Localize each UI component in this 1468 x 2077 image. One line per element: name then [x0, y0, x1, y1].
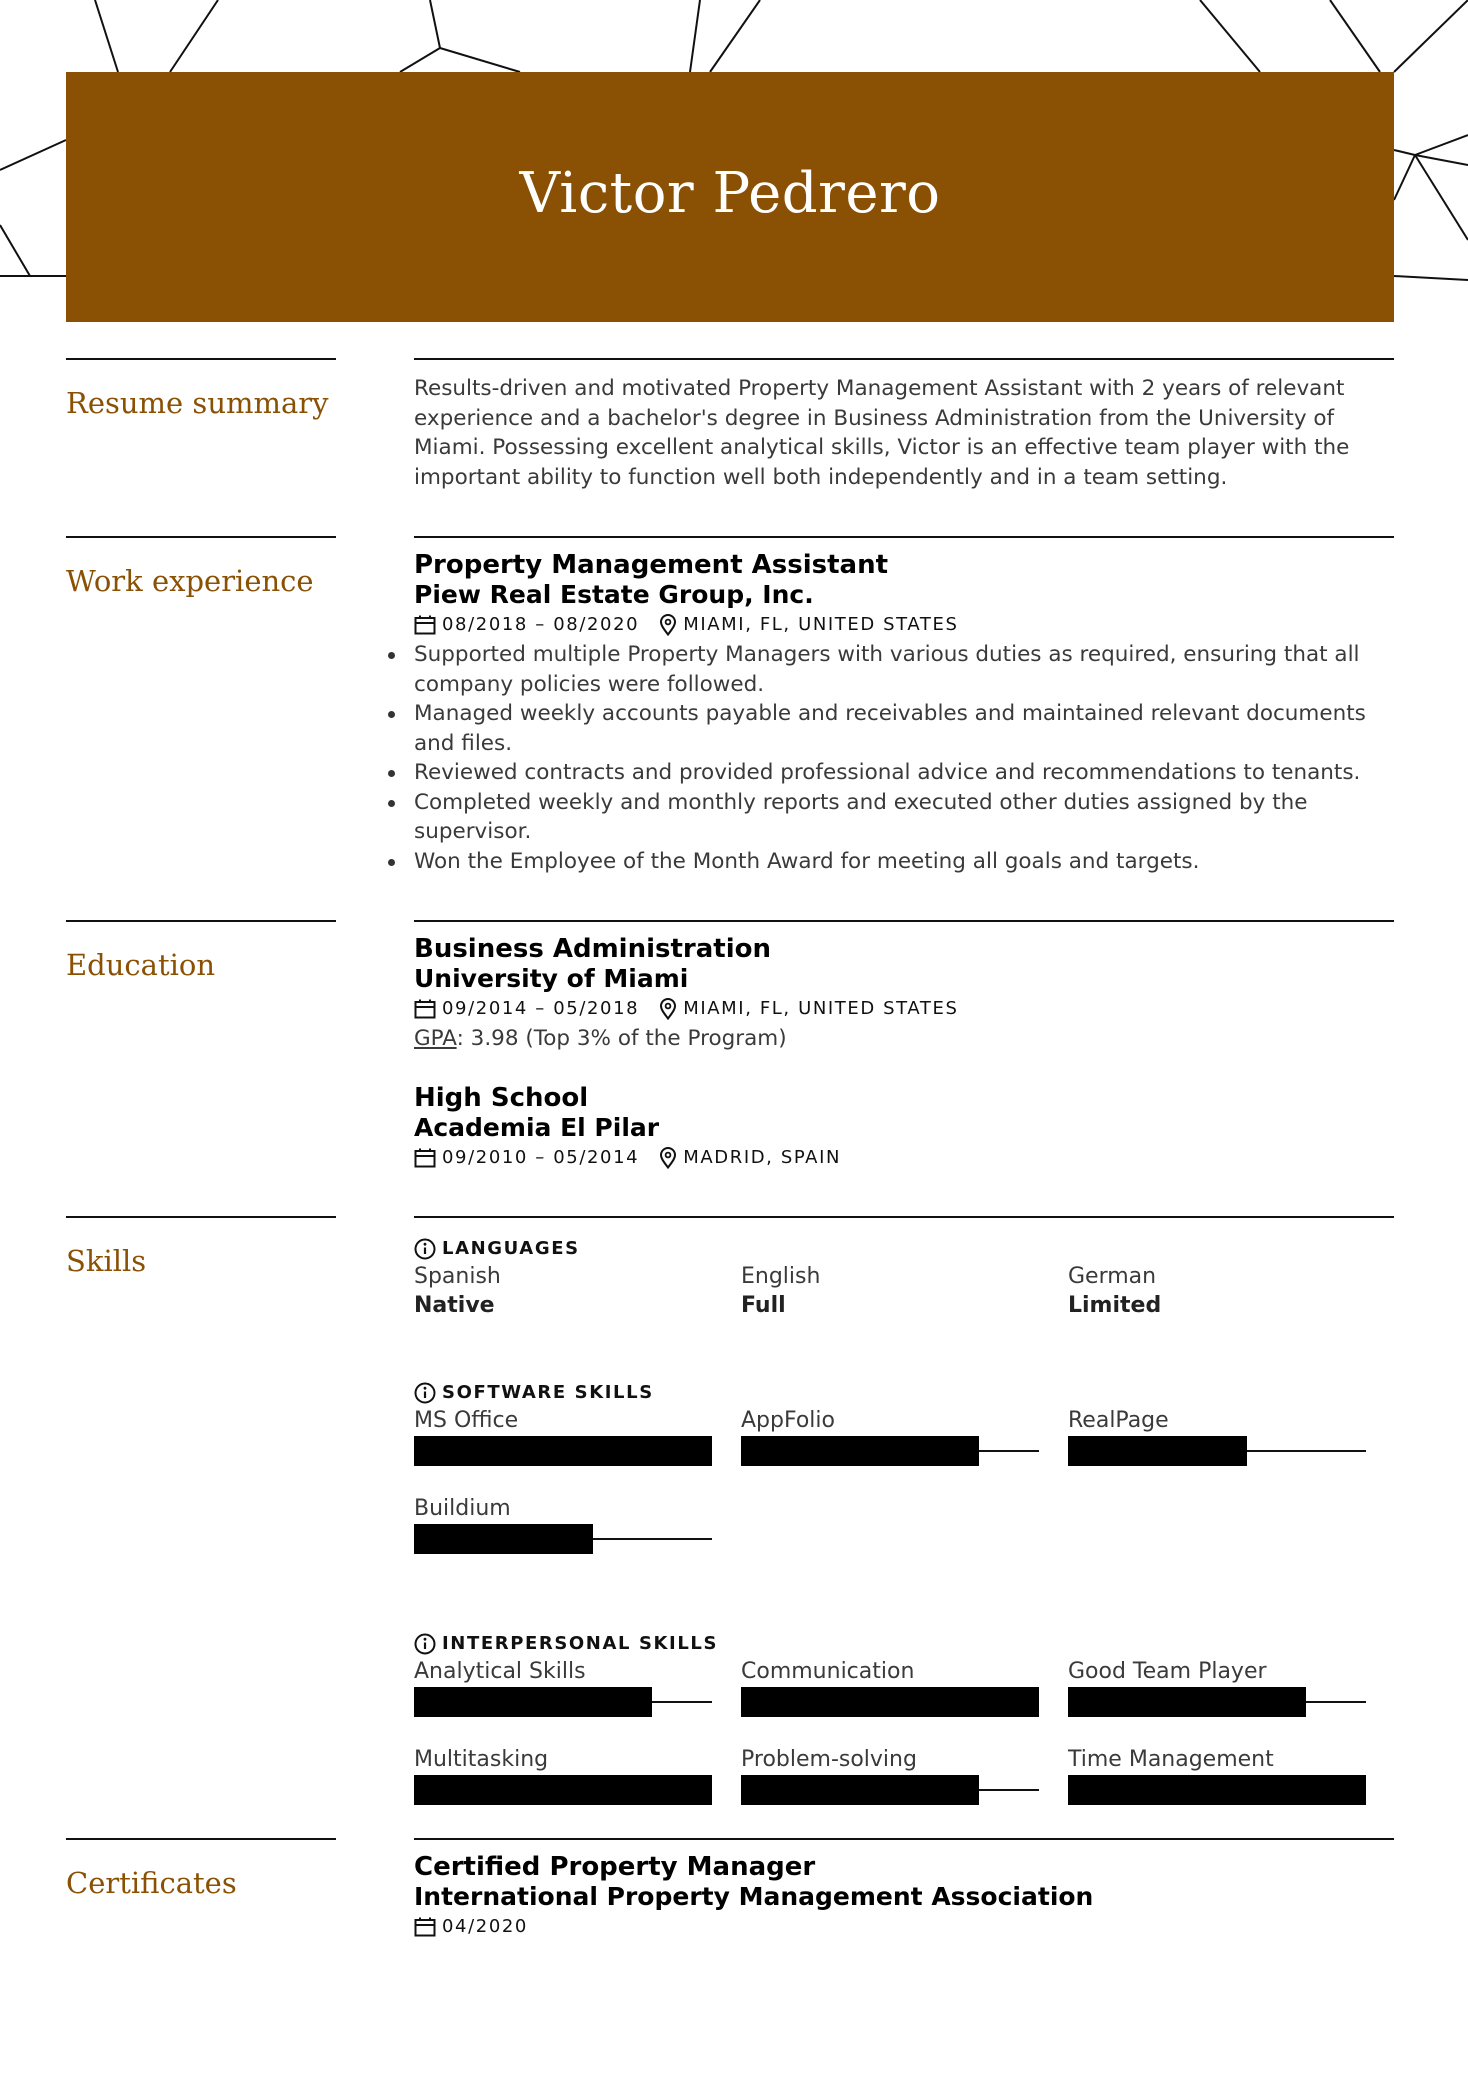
- language-item: [414, 1262, 741, 1320]
- languages-list: [414, 1262, 1394, 1320]
- skill-item: [741, 1657, 1068, 1745]
- skill-level-fill: [741, 1775, 979, 1805]
- section-divider: [66, 1838, 336, 1840]
- section-title: Certificates: [66, 1866, 237, 1900]
- location-pin-icon: [659, 614, 677, 636]
- language-name: Spanish: [414, 1264, 501, 1289]
- language-name: English: [741, 1264, 821, 1289]
- candidate-name: Victor Pedrero: [519, 160, 941, 226]
- skill-group-title: [414, 1236, 1394, 1262]
- section-title: Work experience: [66, 564, 314, 598]
- certificate-issuer: International Property Management Association: [414, 1882, 1094, 1911]
- degree-title: High School: [414, 1083, 589, 1113]
- skill-item: [414, 1494, 741, 1582]
- certificate-meta: [414, 1912, 1394, 1942]
- gpa-label: GPA: [414, 1026, 457, 1051]
- section-divider: [414, 1838, 1394, 1840]
- language-item: [741, 1262, 1068, 1320]
- section-divider: [66, 536, 336, 538]
- skill-level-fill: [1068, 1436, 1247, 1466]
- work-dates: 08/2018 – 08/2020: [442, 614, 640, 635]
- skill-item: [1068, 1406, 1394, 1494]
- skill-name: Communication: [741, 1659, 915, 1684]
- skill-name: Problem-solving: [741, 1747, 917, 1772]
- certificate-name: Certified Property Manager: [414, 1852, 816, 1882]
- work-bullets: [414, 640, 1394, 876]
- header-banner: [66, 72, 1394, 322]
- skill-item: [1068, 1745, 1394, 1833]
- location-pin-icon: [659, 998, 677, 1020]
- info-icon: [414, 1633, 436, 1655]
- section-divider: [414, 1216, 1394, 1218]
- skill-level-bar: [741, 1436, 1039, 1466]
- language-level: Full: [741, 1293, 786, 1318]
- certificate-date: 04/2020: [442, 1916, 528, 1937]
- section-title: Skills: [66, 1244, 147, 1278]
- skill-name: Buildium: [414, 1496, 511, 1521]
- section-divider: [66, 1216, 336, 1218]
- skill-level-bar: [1068, 1687, 1366, 1717]
- education-entry: [414, 1083, 1394, 1173]
- education-location: MIAMI, FL, UNITED STATES: [683, 998, 959, 1019]
- degree-title: Business Administration: [414, 934, 772, 964]
- skill-item: [741, 1406, 1068, 1494]
- skill-level-bar: [414, 1775, 712, 1805]
- software-skills-title: SOFTWARE SKILLS: [442, 1382, 654, 1403]
- school-name: University of Miami: [414, 964, 689, 993]
- skill-group-title: [414, 1631, 1394, 1657]
- skill-level-bar: [414, 1687, 712, 1717]
- location-pin-icon: [659, 1147, 677, 1169]
- summary-text: Results-driven and motivated Property Management Assistant with 2 years of relevant experience and a bachelor's degree in Business Administration from the University of Miami. Possessing excellent analytical skills, Victor is an effective team player with the important ability to function well both independently and in a team setting.: [414, 376, 1350, 490]
- skill-name: Good Team Player: [1068, 1659, 1267, 1684]
- work-meta: [414, 610, 1394, 640]
- section-divider: [414, 920, 1394, 922]
- section-divider: [66, 358, 336, 360]
- info-icon: [414, 1238, 436, 1260]
- skill-item: [414, 1406, 741, 1494]
- company-name: Piew Real Estate Group, Inc.: [414, 580, 814, 609]
- info-icon: [414, 1382, 436, 1404]
- list-item: Supported multiple Property Managers with various duties as required, ensuring that all company policies were followed.: [414, 640, 1394, 699]
- education-location: MADRID, SPAIN: [683, 1147, 842, 1168]
- skill-level-bar: [741, 1687, 1039, 1717]
- list-item: Managed weekly accounts payable and receivables and maintained relevant documents and files.: [414, 699, 1394, 758]
- skill-name: Multitasking: [414, 1747, 549, 1772]
- skill-name: RealPage: [1068, 1408, 1169, 1433]
- calendar-icon: [414, 1148, 436, 1168]
- skill-level-bar: [741, 1775, 1039, 1805]
- education-dates: 09/2014 – 05/2018: [442, 998, 640, 1019]
- language-name: German: [1068, 1264, 1157, 1289]
- section-divider: [66, 920, 336, 922]
- education-meta: [414, 994, 1394, 1024]
- skill-level-fill: [1068, 1687, 1306, 1717]
- calendar-icon: [414, 1917, 436, 1937]
- skill-group-title: [414, 1380, 1394, 1406]
- section-divider: [414, 536, 1394, 538]
- skill-level-fill: [414, 1524, 593, 1554]
- language-level: Limited: [1068, 1293, 1162, 1318]
- skill-level-bar: [1068, 1436, 1366, 1466]
- work-entry: [414, 550, 1394, 876]
- software-skills-list: [414, 1406, 1394, 1582]
- education-entry: [414, 934, 1394, 1054]
- skill-level-fill: [414, 1775, 712, 1805]
- skill-level-fill: [414, 1436, 712, 1466]
- gpa-line: [414, 1024, 1394, 1054]
- school-name: Academia El Pilar: [414, 1113, 660, 1142]
- language-level: Native: [414, 1293, 495, 1318]
- skill-level-fill: [1068, 1775, 1366, 1805]
- interpersonal-skills-list: [414, 1657, 1394, 1833]
- skill-item: [414, 1657, 741, 1745]
- education-dates: 09/2010 – 05/2014: [442, 1147, 640, 1168]
- skill-name: MS Office: [414, 1408, 519, 1433]
- list-item: Won the Employee of the Month Award for meeting all goals and targets.: [414, 847, 1394, 877]
- gpa-value: : 3.98 (Top 3% of the Program): [456, 1026, 787, 1051]
- certificate-entry: [414, 1852, 1394, 1942]
- job-title: Property Management Assistant: [414, 550, 889, 580]
- list-item: Completed weekly and monthly reports and executed other duties assigned by the supervisor.: [414, 788, 1394, 847]
- interpersonal-skills-title: INTERPERSONAL SKILLS: [442, 1633, 719, 1654]
- skill-item: [414, 1745, 741, 1833]
- skill-name: Time Management: [1068, 1747, 1274, 1772]
- education-meta: [414, 1143, 1394, 1173]
- list-item: Reviewed contracts and provided professional advice and recommendations to tenants.: [414, 758, 1394, 788]
- section-divider: [414, 358, 1394, 360]
- skill-level-bar: [1068, 1775, 1366, 1805]
- section-title: Resume summary: [66, 386, 329, 420]
- section-title: Education: [66, 948, 216, 982]
- language-item: [1068, 1262, 1394, 1320]
- skill-level-fill: [741, 1436, 979, 1466]
- calendar-icon: [414, 999, 436, 1019]
- skill-level-bar: [414, 1436, 712, 1466]
- skill-name: AppFolio: [741, 1408, 835, 1433]
- skill-level-fill: [741, 1687, 1039, 1717]
- skill-level-bar: [414, 1524, 712, 1554]
- skill-name: Analytical Skills: [414, 1659, 586, 1684]
- skill-item: [1068, 1657, 1394, 1745]
- languages-title: LANGUAGES: [442, 1238, 580, 1259]
- work-location: MIAMI, FL, UNITED STATES: [683, 614, 959, 635]
- calendar-icon: [414, 615, 436, 635]
- skill-level-fill: [414, 1687, 652, 1717]
- skill-item: [741, 1745, 1068, 1833]
